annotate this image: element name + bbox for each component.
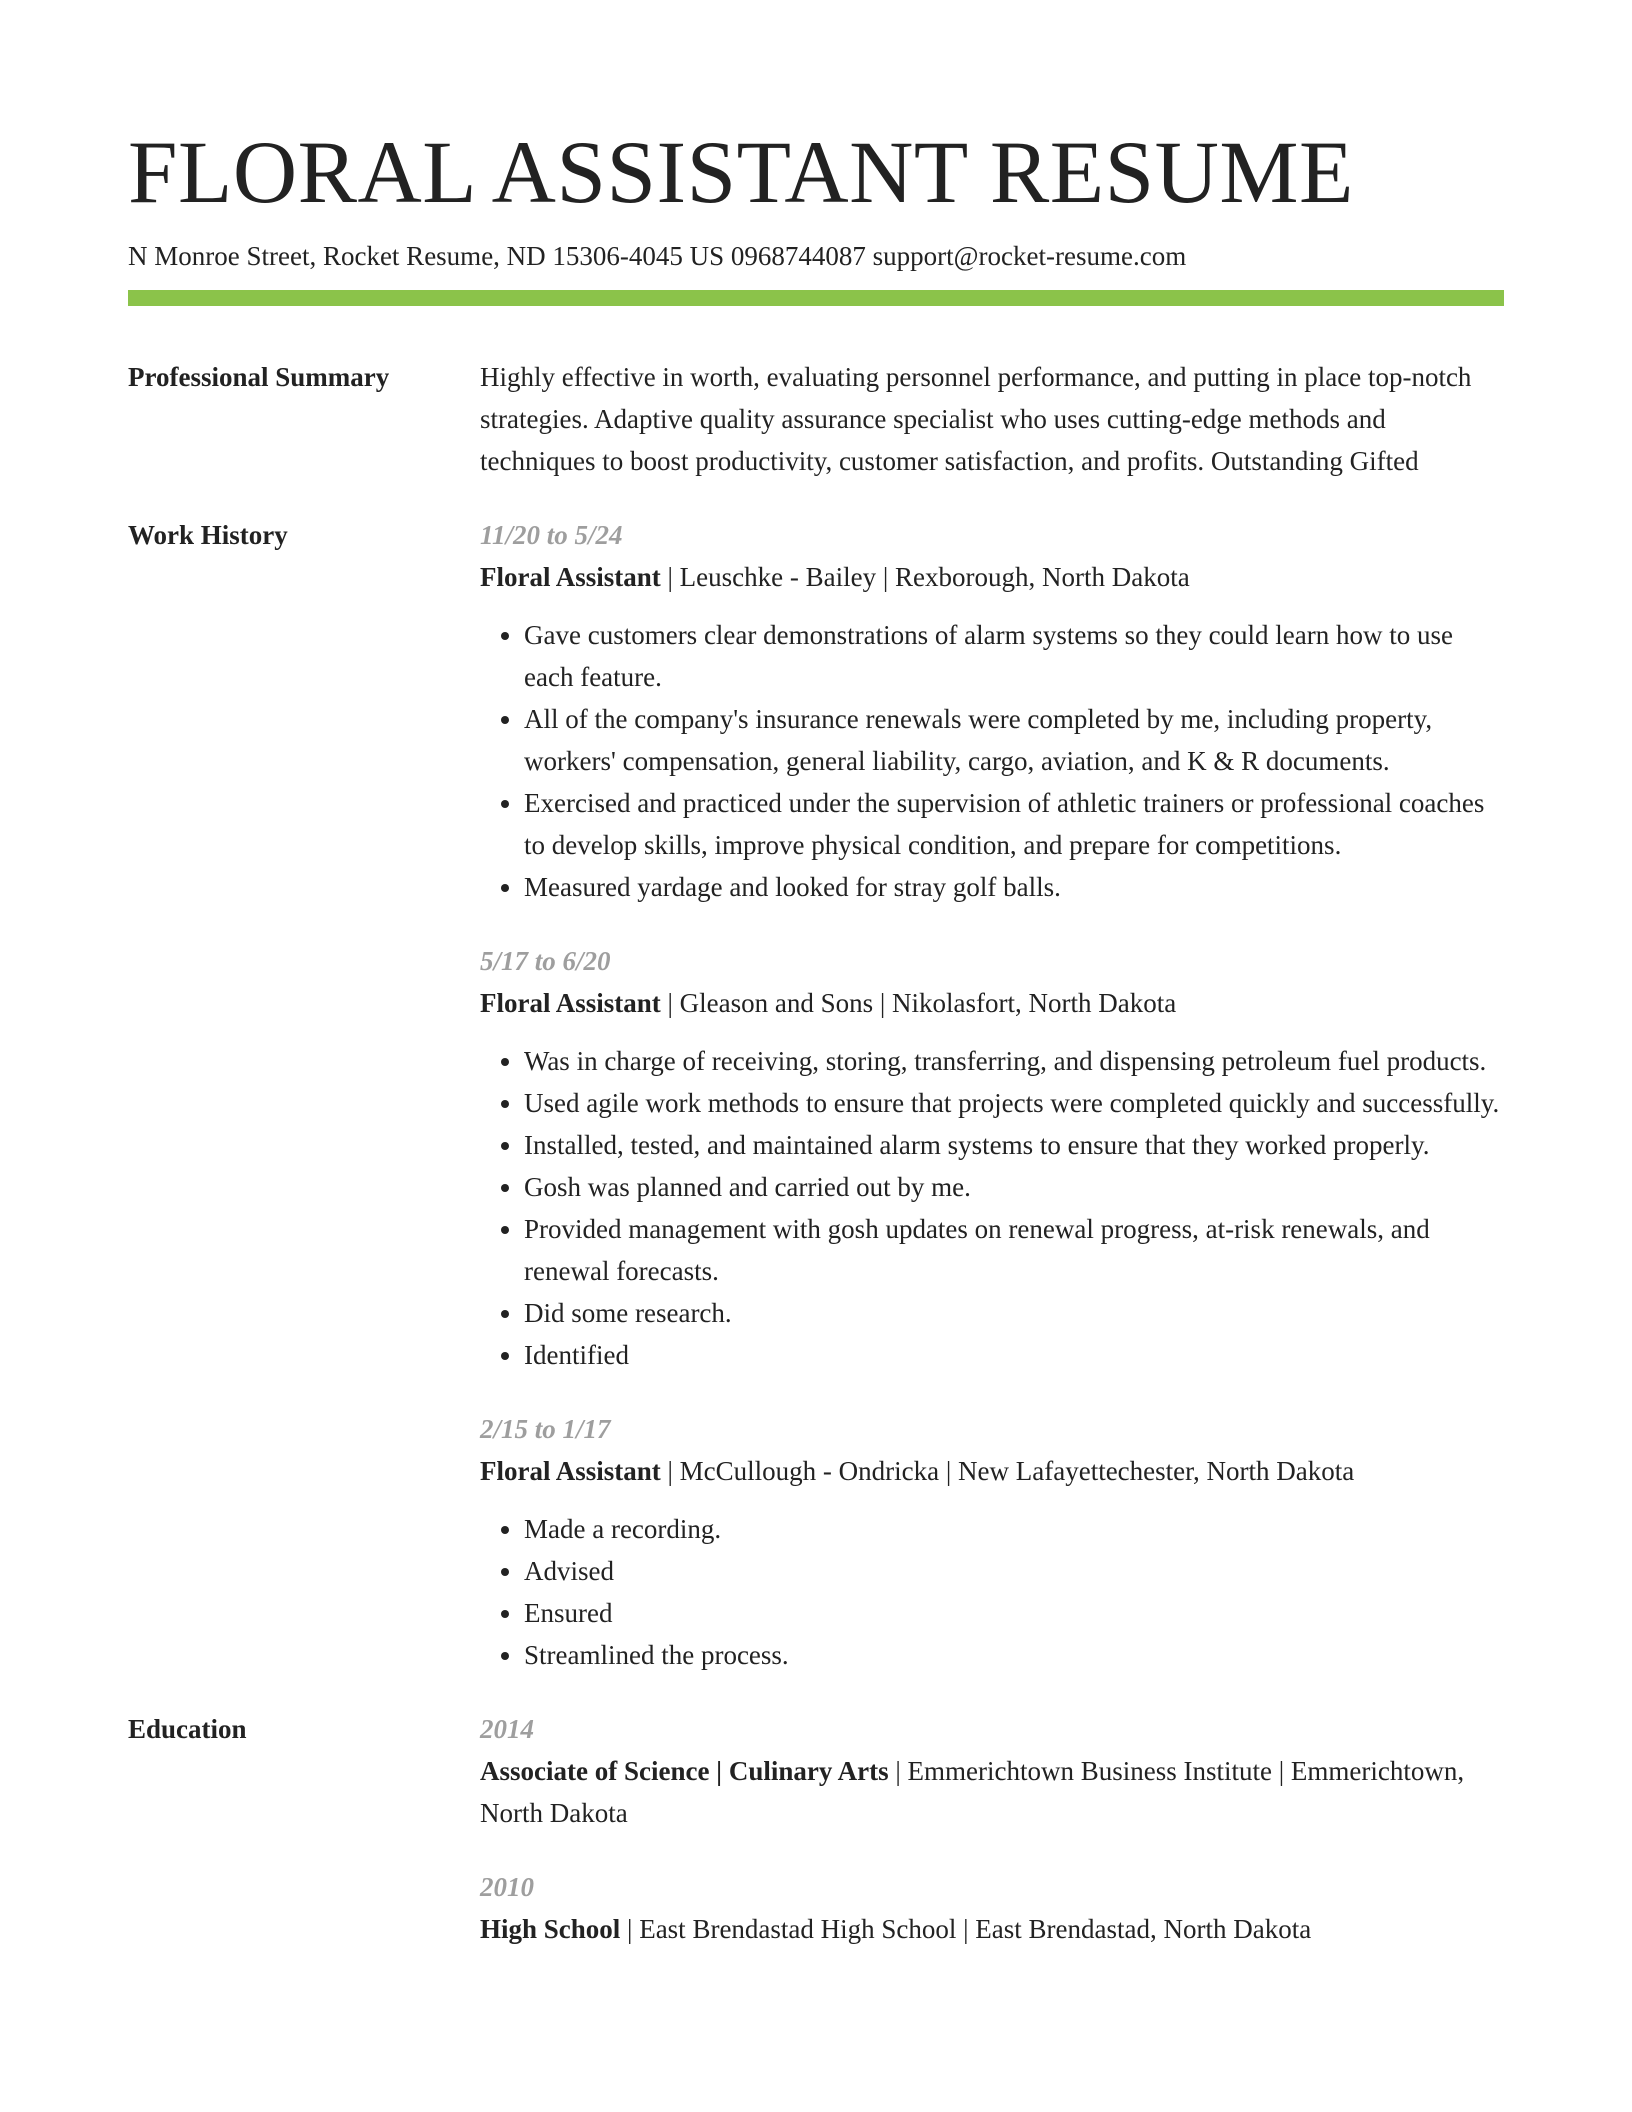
bullet-item: • Streamlined the process. bbox=[524, 1634, 1504, 1676]
education-degree: High School bbox=[480, 1914, 621, 1944]
job-dates: 2/15 to 1/17 bbox=[480, 1414, 611, 1444]
job-entry bbox=[480, 1408, 1504, 1676]
job-entry bbox=[480, 514, 1504, 908]
job-details: | Leuschke - Bailey | Rexborough, North Dakota bbox=[660, 562, 1190, 592]
job-entry bbox=[480, 940, 1504, 1376]
bullet-item: • Measured yardage and looked for stray golf balls. bbox=[524, 866, 1504, 908]
bullet-item: • Used agile work methods to ensure that projects were completed quickly and successfully. bbox=[524, 1082, 1504, 1124]
section-work-history bbox=[128, 514, 1504, 1676]
accent-divider bbox=[128, 290, 1504, 306]
section-education bbox=[128, 1708, 1504, 1950]
bullet-item: • All of the company's insurance renewals were completed by me, including property, workers' compensation, general liability, cargo, aviation, and K & R documents. bbox=[524, 698, 1504, 782]
job-bullets bbox=[480, 1508, 1504, 1676]
education-entry bbox=[480, 1866, 1504, 1950]
resume-title: FLORAL ASSISTANT RESUME bbox=[128, 124, 1354, 222]
section-label-work: Work History bbox=[128, 520, 288, 550]
job-title: Floral Assistant bbox=[480, 988, 661, 1018]
bullet-item: • Did some research. bbox=[524, 1292, 1504, 1334]
job-title: Floral Assistant bbox=[480, 562, 661, 592]
bullet-item: • Advised bbox=[524, 1550, 1504, 1592]
bullet-item: • Exercised and practiced under the supervision of athletic trainers or professional coaches to develop skills, improve physical condition, and prepare for competitions. bbox=[524, 782, 1504, 866]
education-degree: Associate of Science | Culinary Arts bbox=[480, 1756, 889, 1786]
job-dates: 5/17 to 6/20 bbox=[480, 946, 611, 976]
job-heading bbox=[480, 556, 1504, 598]
resume-page bbox=[128, 118, 1504, 1950]
job-bullets bbox=[480, 614, 1504, 908]
bullet-item: • Gave customers clear demonstrations of alarm systems so they could learn how to use each feature. bbox=[524, 614, 1504, 698]
job-dates: 11/20 to 5/24 bbox=[480, 520, 623, 550]
education-year: 2010 bbox=[480, 1872, 534, 1902]
bullet-item: • Ensured bbox=[524, 1592, 1504, 1634]
job-heading bbox=[480, 982, 1504, 1024]
job-details: | McCullough - Ondricka | New Lafayettechester, North Dakota bbox=[660, 1456, 1355, 1486]
education-year: 2014 bbox=[480, 1714, 534, 1744]
job-heading bbox=[480, 1450, 1504, 1492]
education-entry bbox=[480, 1708, 1504, 1834]
section-professional-summary bbox=[128, 356, 1504, 482]
bullet-item: • Provided management with gosh updates on renewal progress, at-risk renewals, and renewal forecasts. bbox=[524, 1208, 1504, 1292]
bullet-item: • Identified bbox=[524, 1334, 1504, 1376]
bullet-item: • Gosh was planned and carried out by me. bbox=[524, 1166, 1504, 1208]
job-title: Floral Assistant bbox=[480, 1456, 661, 1486]
job-bullets bbox=[480, 1040, 1504, 1376]
section-label-summary: Professional Summary bbox=[128, 362, 390, 392]
education-details: | Emmerichtown Business Institute | Emmerichtown, North Dakota bbox=[480, 1756, 1465, 1828]
bullet-item: • Made a recording. bbox=[524, 1508, 1504, 1550]
summary-text: Highly effective in worth, evaluating personnel performance, and putting in place top-notch strategies. Adaptive quality assurance specialist who uses cutting-edge methods and techniques to boost productivity, customer satisfaction, and profits. Outstanding Gifted bbox=[480, 362, 1472, 476]
section-label-education: Education bbox=[128, 1714, 247, 1744]
bullet-item: • Installed, tested, and maintained alarm systems to ensure that they worked properly. bbox=[524, 1124, 1504, 1166]
education-details: | East Brendastad High School | East Brendastad, North Dakota bbox=[620, 1914, 1312, 1944]
contact-line: N Monroe Street, Rocket Resume, ND 15306-4045 US 0968744087 support@rocket-resume.com bbox=[128, 241, 1187, 271]
job-details: | Gleason and Sons | Nikolasfort, North Dakota bbox=[660, 988, 1177, 1018]
education-heading bbox=[480, 1750, 1504, 1834]
bullet-item: • Was in charge of receiving, storing, transferring, and dispensing petroleum fuel products. bbox=[524, 1040, 1504, 1082]
education-heading bbox=[480, 1908, 1504, 1950]
